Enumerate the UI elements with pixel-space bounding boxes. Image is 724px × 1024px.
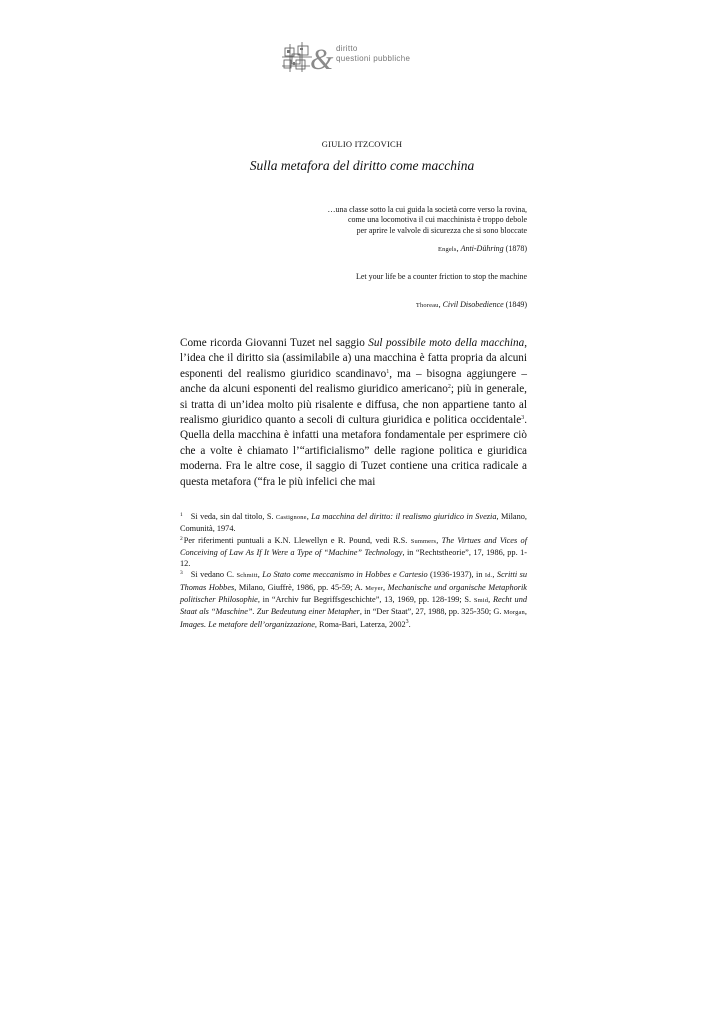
footnote-text: (1936-1937), in bbox=[427, 570, 485, 580]
cited-author: Meyer bbox=[365, 584, 383, 592]
footnote-number: 3 bbox=[180, 570, 183, 577]
cited-author: Smid bbox=[473, 597, 489, 605]
footnote-text: , bbox=[257, 570, 263, 580]
svg-text:&: & bbox=[310, 43, 334, 74]
footnote-text: , bbox=[382, 582, 388, 592]
body-paragraph bbox=[180, 336, 527, 490]
footnote-2 bbox=[180, 535, 527, 570]
epigraph-quote-thoreau bbox=[356, 272, 527, 282]
logo-line-diritto: diritto bbox=[336, 44, 358, 53]
footnote-number: 2 bbox=[180, 535, 183, 542]
cited-work: Mechanische und organische Metaphorik politischer Philosophie bbox=[180, 582, 527, 605]
footnote-text: , Roma-Bari, Laterza, 2002 bbox=[314, 619, 406, 629]
footnote-text: , bbox=[524, 607, 527, 617]
footnote-number: 1 bbox=[180, 512, 183, 518]
cited-work: Images. Le metafore dell’organizzazione bbox=[180, 619, 315, 629]
cited-author: Morgan bbox=[503, 609, 525, 617]
cited-work: Lo Stato come meccanismo in Hobbes e Cartesio bbox=[262, 570, 428, 580]
epigraph-line: Let your life be a counter friction to stop the machine bbox=[355, 272, 527, 281]
footnote-text: , in “Der Staat”, 27, 1988, pp. 325-350; G. bbox=[359, 607, 504, 617]
logo-line-questioni: questioni pubbliche bbox=[336, 54, 411, 63]
cited-work: Recht und Staat als “Maschine”. Zur Bedeutung einer Metapher bbox=[180, 595, 527, 617]
footnote-text: , bbox=[488, 595, 493, 605]
epigraph-attribution-thoreau: Thoreau, Civil Disobedience (1849) bbox=[415, 300, 527, 309]
footnote-text: , bbox=[306, 512, 312, 521]
footnote-ref-2[interactable]: 2 bbox=[447, 384, 451, 391]
epigraph-author: Engels bbox=[437, 246, 457, 253]
epigraph-year: (1849) bbox=[505, 300, 527, 309]
epigraph-attribution-engels: Engels, Anti-Dühring (1878) bbox=[437, 244, 527, 253]
body-text: , l’idea che il diritto sia (assimilabile a) una macchina è fatta propria da alcuni esponenti del realismo giuridico scandinavo bbox=[180, 337, 527, 380]
epigraph-line: come una locomotiva il cui macchinista è troppo debole bbox=[347, 215, 527, 225]
body-text: Come ricorda Giovanni Tuzet nel saggio bbox=[180, 337, 369, 349]
footnote-text: Per riferimenti puntuali a K.N. Llewellyn e R. Pound, vedi R.S. bbox=[183, 535, 411, 545]
epigraph-year: (1878) bbox=[505, 244, 527, 253]
footnote-text: , in “Rechtstheorie”, 17, 1986, pp. 1-12. bbox=[180, 547, 527, 569]
epigraph-work: Anti-Dühring bbox=[460, 244, 504, 253]
epigraph-quote-engels bbox=[328, 205, 527, 236]
footnote-text: , bbox=[492, 570, 497, 580]
body-italic-title: Sul possibile moto della macchina bbox=[368, 337, 525, 349]
epigraph-author: Thoreau bbox=[415, 302, 439, 309]
cited-author: Castignone bbox=[275, 514, 307, 521]
cited-work: La macchina del diritto: il realismo giuridico in Svezia bbox=[311, 512, 497, 521]
edition-superscript: 3 bbox=[405, 618, 409, 625]
footnote-text: Si vedano C. bbox=[190, 570, 237, 580]
footnote-ref-1[interactable]: 1 bbox=[386, 368, 390, 375]
cited-author: Summers bbox=[410, 537, 437, 545]
epigraph-work: Civil Disobedience bbox=[442, 300, 504, 309]
body-text: , ma – bisogna aggiungere – anche da alcuni esponenti del realismo giuridico americano bbox=[180, 367, 527, 396]
footnote-text: . bbox=[408, 619, 411, 629]
cited-author: Id. bbox=[484, 572, 493, 580]
body-text: ; più in generale, si tratta di un’idea molto più risalente e diffusa, che non appartiene tanto al realismo giuridico quanto a secoli di cultura giuridica e politica occidentale bbox=[180, 383, 527, 427]
footnote-3 bbox=[180, 569, 527, 629]
footnote-ref-3[interactable]: 3 bbox=[521, 415, 525, 422]
cited-work: Scritti su Thomas Hobbes bbox=[180, 570, 527, 592]
epigraph-line: …una classe sotto la cui guida la società corre verso la rovina, bbox=[327, 205, 527, 214]
body-text: . Quella della macchina è infatti una metafora fondamentale per esprimere ciò che a volte è chiamato l’“artificialismo” delle ragione politica e giuridica moderna. Fra le altre cose, il saggio di Tuzet contiene una critica radicale a questa metafora (“fra le più infelici che mai bbox=[180, 414, 527, 488]
footnote-text: , in “Archiv fur Begriffsgeschichte”, 13, 1969, pp. 128-199; S. bbox=[257, 595, 474, 605]
article-author: GIULIO ITZCOVICH bbox=[321, 139, 403, 149]
cited-author: Schmitt bbox=[236, 572, 258, 580]
footnote-text: , Milano, Giuffrè, 1986, pp. 45-59; A. bbox=[234, 582, 366, 592]
footnote-text: , Milano, Comunità, 1974. bbox=[180, 512, 527, 534]
article-title: Sulla metafora del diritto come macchina bbox=[249, 158, 475, 173]
epigraph-line: per aprire le valvole di sicurezza che si sono bloccate bbox=[356, 225, 527, 235]
footnotes-section bbox=[180, 511, 527, 630]
footnote-1 bbox=[180, 511, 527, 535]
footnote-text: Si veda, sin dal titolo, S. bbox=[190, 512, 276, 521]
cited-work: The Virtues and Vices of Conceiving of Law As If It Were a Type of “Machine” Technology bbox=[180, 535, 527, 557]
footnote-text: , bbox=[436, 535, 442, 545]
